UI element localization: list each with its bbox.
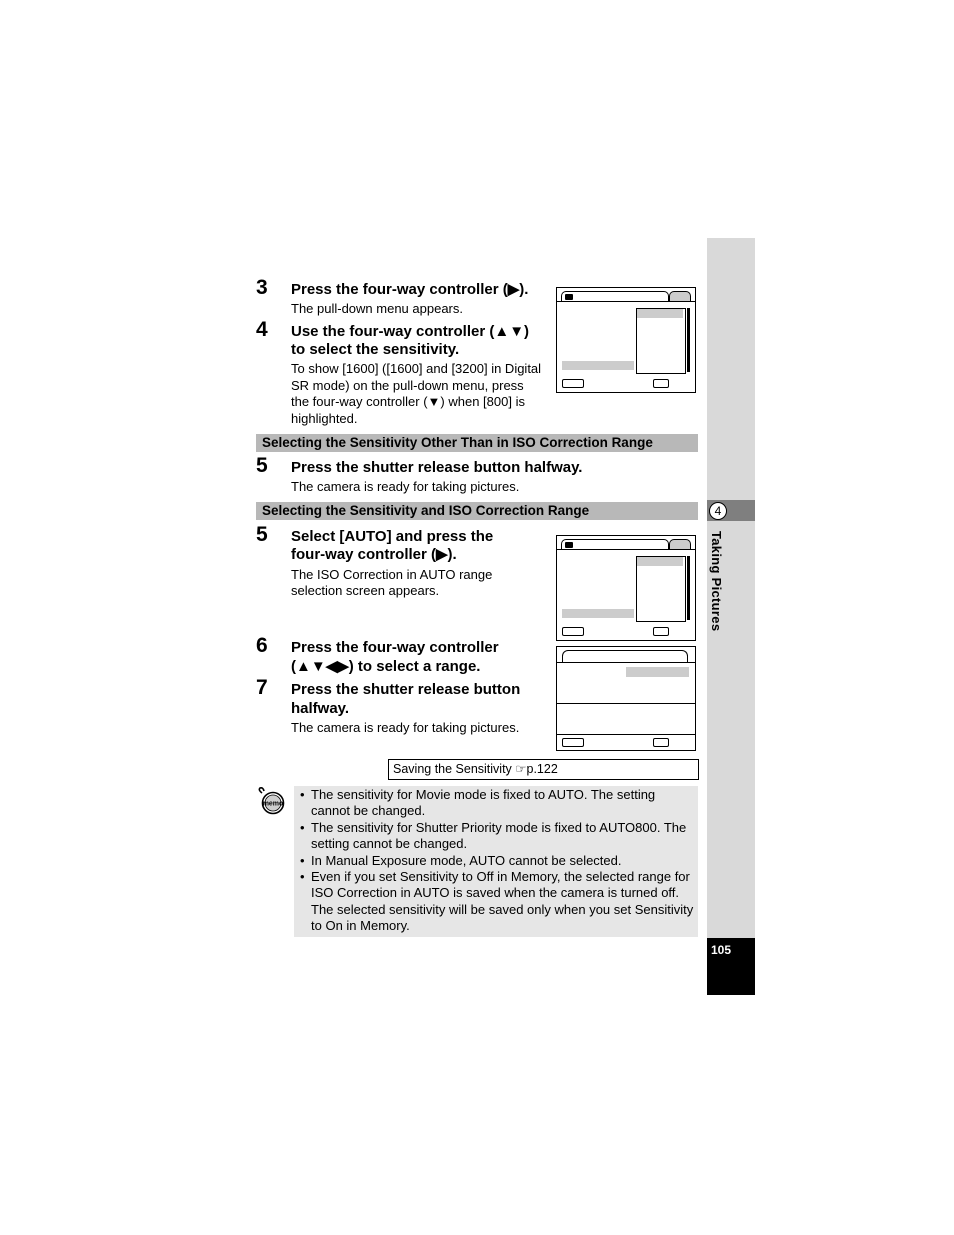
step-5b-title-line1: Select [AUTO] and press the: [291, 528, 494, 545]
ok-button: [653, 627, 669, 636]
step-3-number: 3: [256, 276, 268, 299]
step-3-desc: The pull-down menu appears.: [291, 301, 463, 316]
back-button: [562, 379, 584, 388]
memo-box: [294, 786, 698, 937]
step-6-title-line2: (▲▼◀▶) to select a range.: [291, 658, 481, 675]
pulldown-highlight: [637, 309, 683, 318]
step-7-number: 7: [256, 676, 268, 699]
back-button: [562, 738, 584, 747]
panel-divider: [557, 703, 695, 704]
step-7-title-line2: halfway.: [291, 700, 350, 717]
setup-tab: [669, 539, 691, 549]
step-5b-number: 5: [256, 523, 268, 546]
menu-tab-rec: [561, 291, 669, 301]
step-7-title-line1: Press the shutter release button: [291, 681, 521, 698]
step-5a-desc: The camera is ready for taking pictures.: [291, 479, 520, 494]
pulldown-highlight: [637, 557, 683, 566]
step-5a-number: 5: [256, 454, 268, 477]
menu-item-highlight: [562, 609, 634, 618]
step-4-desc-line3: the four-way controller (▼) when [800] is: [291, 394, 525, 409]
step-5b-desc-line2: selection screen appears.: [291, 583, 440, 598]
tab-divider: [557, 301, 695, 302]
chapter-title: Taking Pictures: [709, 531, 724, 632]
step-6-title-line1: Press the four-way controller: [291, 639, 499, 656]
section-bar-1-text: Selecting the Sensitivity Other Than in ISO Correction Range: [262, 435, 653, 450]
menu-item-highlight: [562, 361, 634, 370]
page-number: 105: [711, 943, 732, 957]
step-4-desc-line2: SR mode) on the pull-down menu, press: [291, 377, 524, 393]
step-4-desc-line4: highlighted.: [291, 410, 358, 426]
camera-lcd-screen-2: [556, 535, 696, 641]
range-highlight: [626, 667, 689, 677]
step-4-title-line2: to select the sensitivity.: [291, 341, 460, 358]
step-4-desc-line1: To show [1600] ([1600] and [3200] in Digital: [291, 361, 542, 376]
step-5a-title: Press the shutter release button halfway.: [291, 459, 583, 476]
memo-item: • Even if you set Sensitivity to Off in Memory, the selected range for ISO Correction in AUTO is saved when the camera is turned off. The selected sensitivity will be saved only when you set Sensitivity to On in Memory.: [294, 869, 698, 935]
svg-text:memo: memo: [262, 800, 284, 808]
scroll-bar: [687, 556, 690, 620]
tab-divider: [557, 549, 695, 550]
screen-title-tab: [562, 650, 688, 662]
step-4-number: 4: [256, 318, 268, 341]
reference-box: [388, 759, 699, 780]
chapter-number-badge: [709, 502, 727, 520]
camera-icon: [565, 542, 573, 548]
back-button: [562, 627, 584, 636]
page-number-box: [707, 938, 755, 995]
step-5b-desc-line1: The ISO Correction in AUTO range: [291, 567, 493, 582]
memo-item: • In Manual Exposure mode, AUTO cannot be selected.: [294, 853, 698, 869]
camera-lcd-screen-1: [556, 287, 696, 393]
ok-button: [653, 738, 669, 747]
step-7-desc: The camera is ready for taking pictures.: [291, 720, 520, 735]
step-4-title-line1: Use the four-way controller (▲▼): [291, 323, 530, 340]
step-3-title: Press the four-way controller (▶).: [291, 281, 529, 298]
section-bar-2-text: Selecting the Sensitivity and ISO Correction Range: [262, 503, 590, 518]
panel-divider-bottom: [557, 734, 695, 735]
camera-icon: [565, 294, 573, 300]
tab-divider: [557, 662, 695, 663]
ok-button: [653, 379, 669, 388]
step-6-number: 6: [256, 634, 268, 657]
camera-lcd-screen-3: [556, 646, 696, 751]
menu-tab-rec: [561, 539, 669, 549]
section-bar-other-than-iso-correction: [256, 434, 698, 452]
memo-item: • The sensitivity for Movie mode is fixed to AUTO. The setting cannot be changed.: [294, 787, 698, 820]
scroll-bar: [687, 308, 690, 372]
memo-item: • The sensitivity for Shutter Priority mode is fixed to AUTO800. The setting cannot be changed.: [294, 820, 698, 853]
reference-link[interactable]: Saving the Sensitivity ☞p.122: [393, 762, 558, 776]
memo-icon: [256, 787, 286, 815]
chapter-number: 4: [714, 504, 722, 518]
step-5b-title-line2: four-way controller (▶).: [291, 546, 457, 563]
setup-tab: [669, 291, 691, 301]
section-bar-iso-correction: [256, 502, 698, 520]
